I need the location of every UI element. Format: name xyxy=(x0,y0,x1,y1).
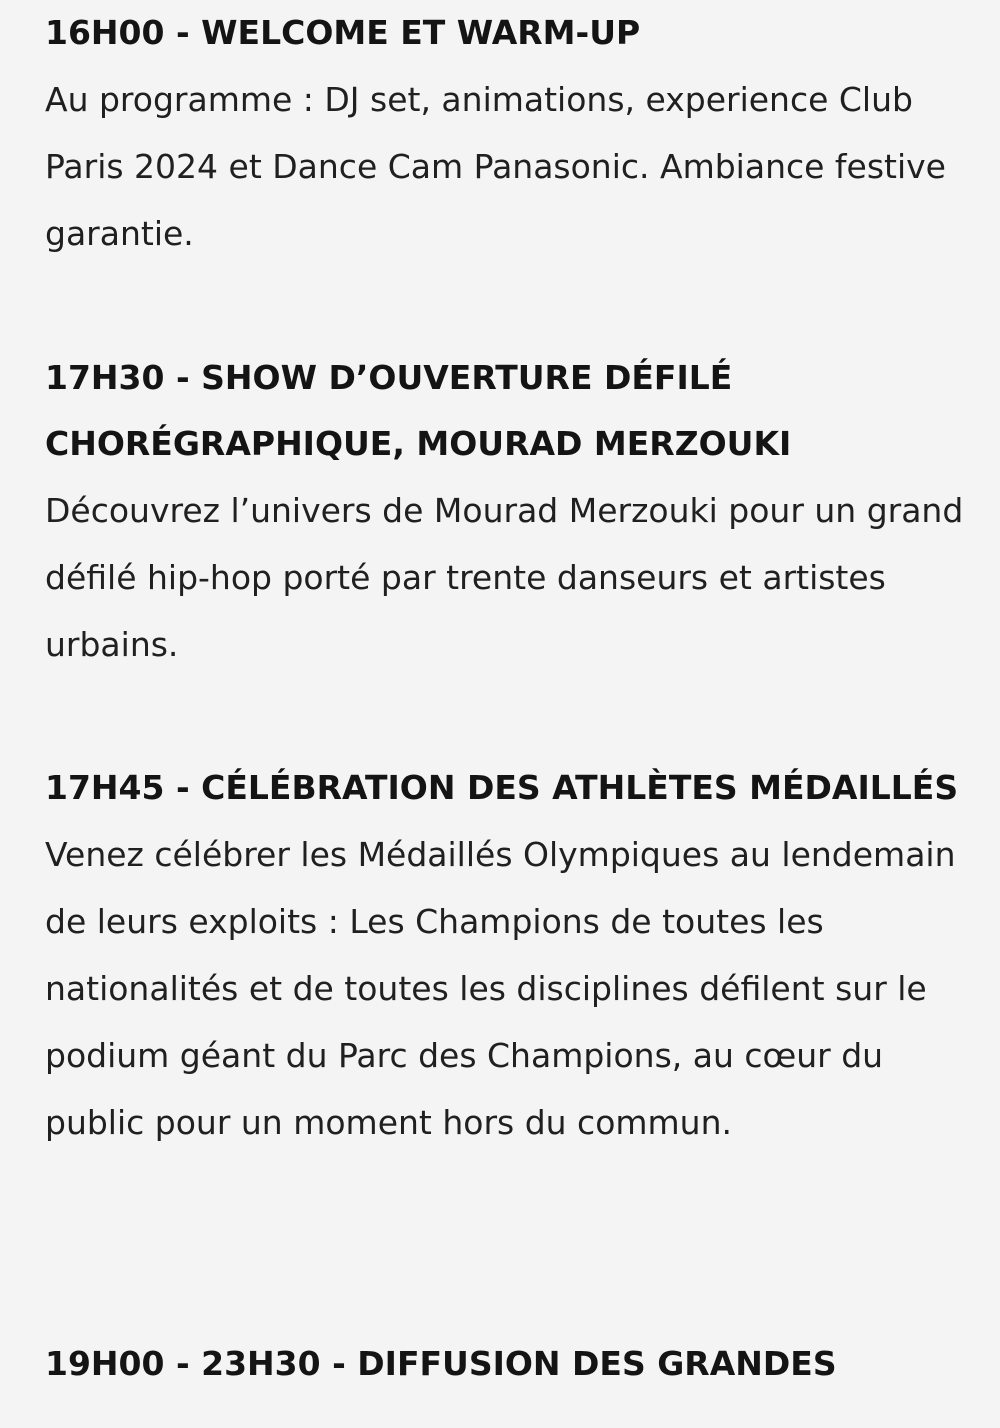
event-opening-show xyxy=(45,345,975,678)
event-title: 17H30 - SHOW D’OUVERTURE DÉFILÉ CHORÉGRAPHIQUE, MOURAD MERZOUKI xyxy=(45,358,792,463)
event-broadcast xyxy=(45,1331,975,1397)
event-title: 17H45 - CÉLÉBRATION DES ATHLÈTES MÉDAILLÉS xyxy=(45,768,959,807)
event-welcome-warm-up xyxy=(45,0,975,267)
event-description: Au programme : DJ set, animations, experience Club Paris 2024 et Dance Cam Panasonic. Ambiance festive garantie. xyxy=(45,80,946,253)
event-description: Découvrez l’univers de Mourad Merzouki pour un grand défilé hip-hop porté par trente danseurs et artistes urbains. xyxy=(45,491,964,664)
event-medalists-celebration xyxy=(45,755,975,1156)
event-title: 16H00 - WELCOME ET WARM-UP xyxy=(45,13,641,52)
event-title: 19H00 - 23H30 - DIFFUSION DES GRANDES xyxy=(45,1344,837,1383)
event-description: Venez célébrer les Médaillés Olympiques au lendemain de leurs exploits : Les Champions de toutes les nationalités et de toutes les disciplines défilent sur le podium géant du Parc des Champions, au cœur du public pour un moment hors du commun. xyxy=(45,835,956,1142)
